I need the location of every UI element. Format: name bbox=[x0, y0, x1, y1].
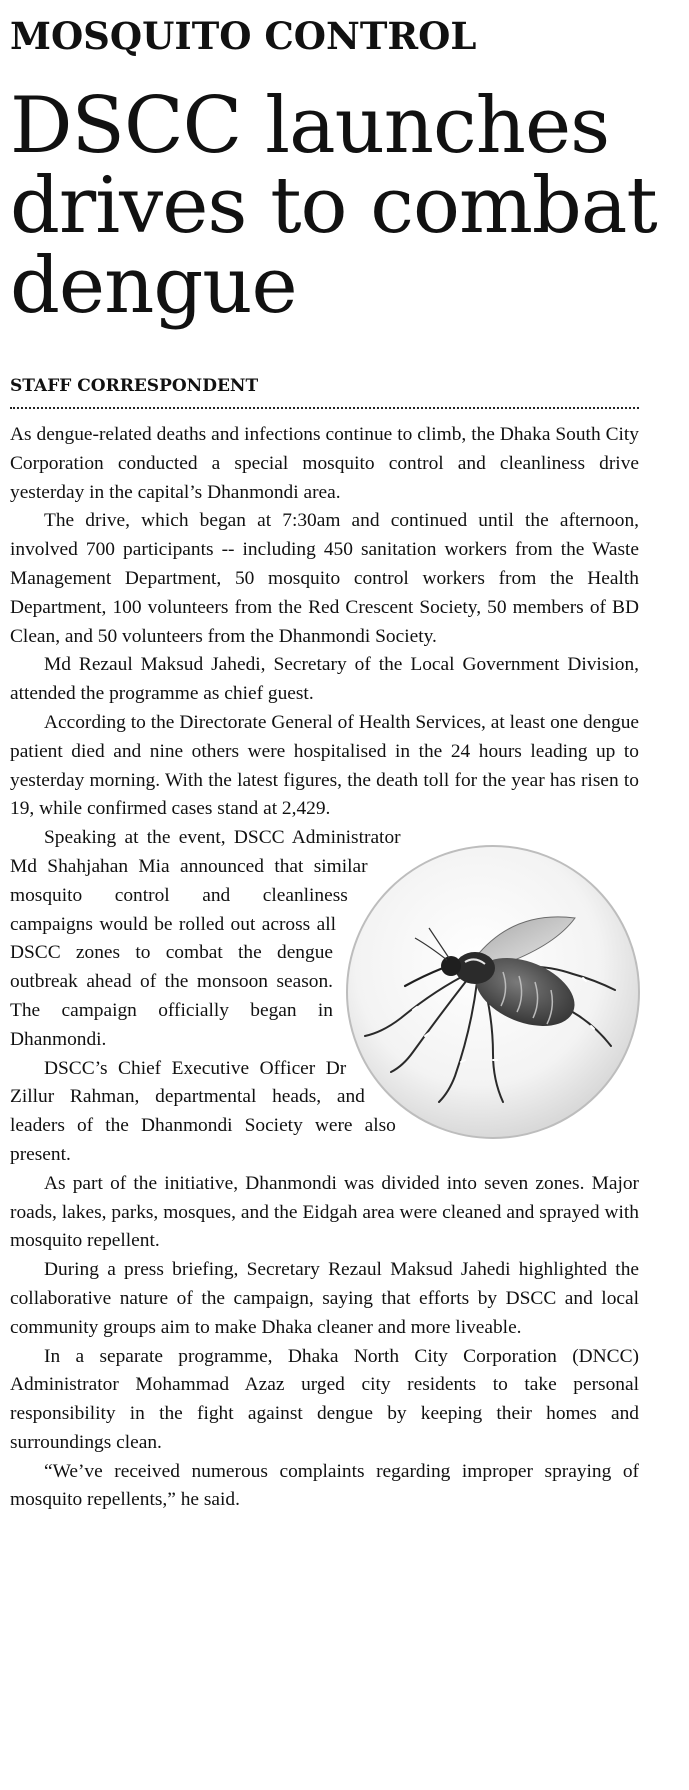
paragraph: The drive, which began at 7:30am and continued until the afternoon, involved 700 participants -- including 450 sanitation workers from the Waste Management Department, 50 mosquito control workers from the Health Department, 100 volunteers from the Red Crescent Society, 50 members of BD Clean, and 50 volunteers from the Dhanmondi Society. bbox=[10, 510, 639, 647]
section-kicker: MOSQUITO CONTROL bbox=[10, 14, 477, 58]
headline: DSCC launches drives to combat dengue bbox=[10, 81, 657, 331]
article-body bbox=[10, 421, 639, 1515]
mosquito-photo bbox=[343, 840, 643, 1144]
paragraph: During a press briefing, Secretary Rezaul Maksud Jahedi highlighted the collaborative nature of the campaign, saying that efforts by DSCC and local community groups aim to make Dhaka cleaner and more liveable. bbox=[10, 1259, 639, 1338]
mosquito-illustration bbox=[343, 840, 643, 1144]
paragraph: As dengue-related deaths and infections continue to climb, the Dhaka South City Corporation conducted a special mosquito control and cleanliness drive yesterday in the capital’s Dhanmondi area. bbox=[10, 424, 639, 503]
byline: STAFF CORRESPONDENT bbox=[10, 376, 259, 396]
paragraph: “We’ve received numerous complaints regarding improper spraying of mosquito repellents,” he said. bbox=[10, 1460, 639, 1511]
paragraph: DSCC’s Chief Executive Officer Dr Zillur Rahman, departmental heads, and leaders of the Dhanmondi Society were also present. bbox=[10, 1057, 396, 1165]
paragraph: In a separate programme, Dhaka North City Corporation (DNCC) Administrator Mohammad Azaz urged city residents to take personal responsibility in the fight against dengue by keeping their homes and surroundings clean. bbox=[10, 1345, 639, 1453]
paragraph: According to the Directorate General of Health Services, at least one dengue patient died and nine others were hospitalised in the 24 hours leading up to yesterday morning. With the latest figures, the death toll for the year has risen to 19, while confirmed cases stand at 2,429. bbox=[10, 711, 639, 820]
paragraph: Md Rezaul Maksud Jahedi, Secretary of the Local Government Division, attended the programme as chief guest. bbox=[10, 654, 639, 705]
paragraph: As part of the initiative, Dhanmondi was divided into seven zones. Major roads, lakes, parks, mosques, and the Eidgah area were cleaned and sprayed with mosquito repellent. bbox=[10, 1172, 639, 1252]
dotted-divider bbox=[10, 407, 639, 409]
paragraph: Speaking at the event, DSCC Administrator Md Shahjahan Mia announced that similar mosquito control and cleanliness campaigns would be rolled out across all DSCC zones to combat the dengue outbreak ahead of the monsoon season. The campaign officially began in Dhanmondi. bbox=[10, 827, 401, 1050]
